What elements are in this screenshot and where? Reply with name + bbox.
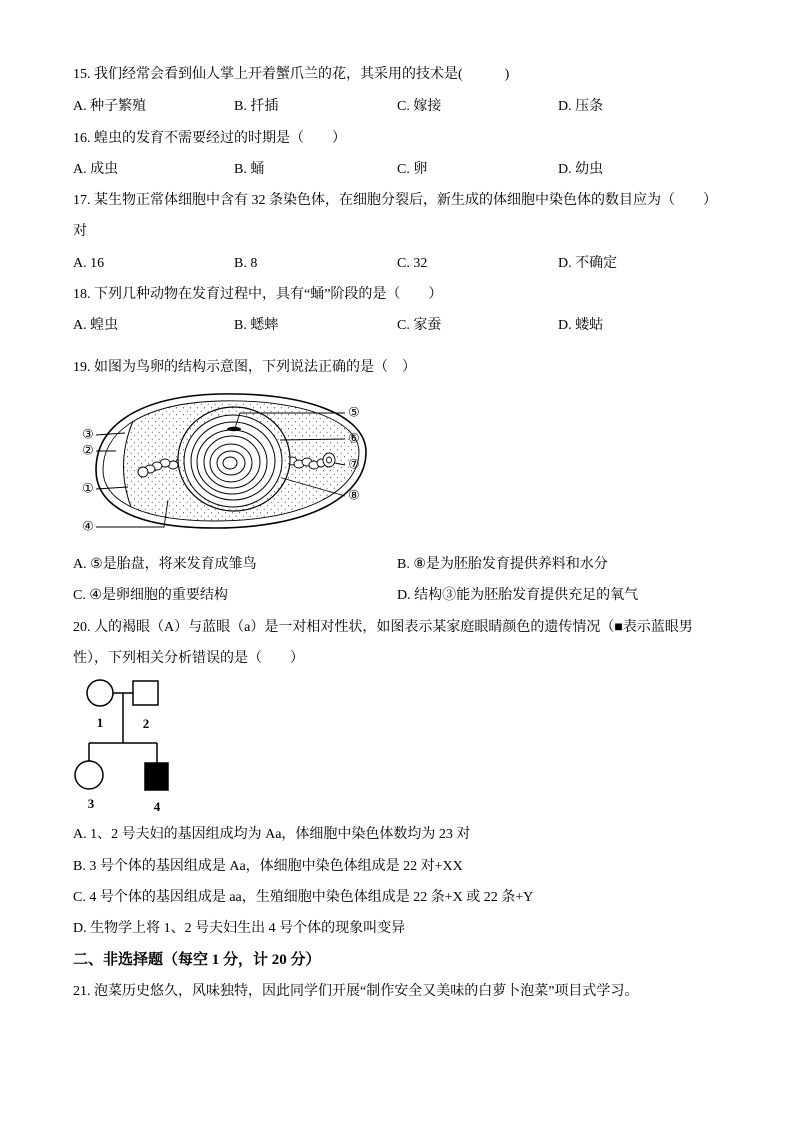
section-heading: 二、非选择题（每空 1 分，计 20 分） <box>73 952 321 968</box>
chalaza-bead <box>138 467 148 477</box>
option-a: A. 成虫 <box>73 162 119 177</box>
option-b: B. ⑧是为胚胎发育提供养料和水分 <box>397 557 608 572</box>
question-stem-line-2: 对 <box>73 224 87 239</box>
question-stem: 19. 如图为鸟卵的结构示意图，下列说法正确的是（ ） <box>73 360 416 375</box>
option-a: A. 16 <box>73 256 105 271</box>
option-d: D. 不确定 <box>558 256 618 271</box>
option-d: D. 结构③能为胚胎发育提供充足的氧气 <box>397 588 639 603</box>
option-a: A. 蝗虫 <box>73 318 119 333</box>
option-c: C. 32 <box>397 256 428 271</box>
option-c: C. ④是卵细胞的重要结构 <box>73 588 228 603</box>
germinal-disc <box>227 427 241 431</box>
question-stem: 15. 我们经常会看到仙人掌上开着蟹爪兰的花，其采用的技术是( ) <box>73 67 510 82</box>
option-b: B. 扦插 <box>234 99 279 114</box>
option-a: A. 种子繁殖 <box>73 99 147 114</box>
bird-egg-diagram <box>70 388 370 538</box>
question-stem-line-2: 性），下列相关分析错误的是（ ） <box>73 651 304 666</box>
chalaza-loop-inner <box>327 457 332 463</box>
option-d: D. 幼虫 <box>558 162 604 177</box>
label-6: ⑥ <box>348 431 360 447</box>
question-stem-line-1: 20. 人的褐眼（A）与蓝眼（a）是一对相对性状，如图表示某家庭眼睛颜色的遗传情况（■表示蓝眼男 <box>73 620 693 635</box>
pedigree-chart <box>70 675 180 815</box>
pedigree-label-3: 3 <box>87 796 95 811</box>
individual-2-male <box>133 681 158 705</box>
label-1: ① <box>82 481 94 497</box>
option-b: B. 蟋蟀 <box>234 318 279 333</box>
question-stem: 18. 下列几种动物在发育过程中，具有“蛹”阶段的是（ ） <box>73 287 443 302</box>
option-b: B. 8 <box>234 256 258 271</box>
pedigree-label-1: 1 <box>96 715 104 730</box>
question-21-stem: 21. 泡菜历史悠久，风味独特，因此同学们开展“制作安全又美味的白萝卜泡菜”项目式学习。 <box>73 984 639 999</box>
option-b: B. 蛹 <box>234 162 265 177</box>
label-2: ② <box>82 443 94 459</box>
option-a: A. ⑤是胎盘，将来发育成雏鸟 <box>73 557 257 572</box>
question-stem: 16. 蝗虫的发育不需要经过的时期是（ ） <box>73 131 346 146</box>
label-4: ④ <box>82 519 94 535</box>
question-stem-line-1: 17. 某生物正常体细胞中含有 32 条染色体，在细胞分裂后，新生成的体细胞中染色体的数目应为（ ） <box>73 193 717 208</box>
option-c: C. 家蚕 <box>397 318 442 333</box>
option-d: D. 蝼蛄 <box>558 318 604 333</box>
pedigree-label-2: 2 <box>142 716 150 731</box>
option-c: C. 嫁接 <box>397 99 442 114</box>
option-d: D. 压条 <box>558 99 604 114</box>
pedigree-label-4: 4 <box>153 799 161 814</box>
option-c: C. 卵 <box>397 162 428 177</box>
individual-3-female <box>75 761 103 789</box>
label-7: ⑦ <box>348 457 360 473</box>
individual-1-female <box>87 680 113 706</box>
option-a: A. 1、2 号夫妇的基因组成均为 Aa，体细胞中染色体数均为 23 对 <box>73 827 471 842</box>
individual-4-blue-eyed-male <box>145 763 168 790</box>
label-3: ③ <box>82 427 94 443</box>
label-8: ⑧ <box>348 488 360 504</box>
option-b: B. 3 号个体的基因组成是 Aa，体细胞中染色体组成是 22 对+XX <box>73 859 463 874</box>
option-d: D. 生物学上将 1、2 号夫妇生出 4 号个体的现象叫变异 <box>73 921 406 936</box>
option-c: C. 4 号个体的基因组成是 aa，生殖细胞中染色体组成是 22 条+X 或 22 条+Y <box>73 890 534 905</box>
label-5: ⑤ <box>348 405 360 421</box>
